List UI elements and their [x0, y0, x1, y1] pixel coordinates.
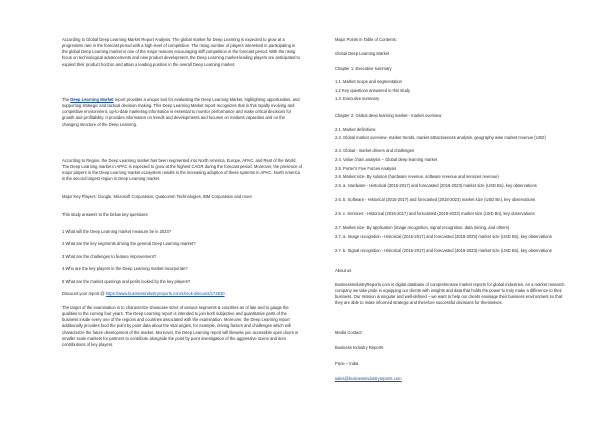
- question-1: 1 What will the Deep Learning market measure be in 2023?: [62, 229, 172, 234]
- email-link[interactable]: sales@businessindustryreports.com: [335, 376, 402, 381]
- region-paragraph: According to Region, the Deep Learning market has been segmented into North America, Europe, APAC, and Rest of the World. The Deep Learning market in APAC is expected to grow at the highest CAGR during the forecast period. Moreover, the presence of major players in the Deep Learning market ecosystem results in the increasing adoption of these systems in APAC. North America is the second largest region in Deep Learning market.: [62, 158, 302, 182]
- discount-link[interactable]: https://www.businessindustryreports.com/check-discount/174830: [105, 291, 225, 296]
- question-4: 4 Who are the key players in the Deep Learning market incorporate?: [62, 266, 188, 271]
- report-text: report provides a unique tool for evaluating the Deep Learning Market, highlighting opportunities, and supporting strategic and tactical decision-making. This Deep Learning Market report recognizes that in this rapidly evolving and competitive environment, up-to-date marketing information is essential to monitor performance and make critical decisions for growth and profitability. It provides information on trends and developments and focuses on markets capacities and on the changing structure of the Deep Learning.: [62, 97, 300, 127]
- chapter-2-item: 2.7. a. Image recognition - Historical (2015-2017) and forecasted (2018-2023) market size (USD Bn), key observations: [335, 234, 552, 239]
- chapter-2-item: 2.7. b. Signal recognition - Historical (2015-2017) and forecasted (2018-2023) market size (USD Bn), key observations: [335, 248, 552, 253]
- toc-title: Global Deep Learning Market: [335, 51, 390, 56]
- discount-line: [62, 291, 302, 297]
- media-contact-label: Media Contact: [335, 330, 362, 335]
- company-name: Business Industry Reports: [335, 345, 384, 350]
- deep-learning-market-link[interactable]: Deep Learning Market: [70, 97, 114, 102]
- discount-suffix: .: [224, 291, 227, 296]
- question-5: 5 What are the market openings and perils looked by the key players?: [62, 279, 191, 284]
- chapter-2-item: 2.7. Market size- By application (image recognition, signal recognition, data mining, and others): [335, 225, 510, 230]
- chapter-2-item: 2.6. c. Services - Historical (2015-2017) and forecasted (2018-2023) market size (USD Bn), key observations: [335, 211, 535, 216]
- toc-heading: Major Points in Table of Contents:: [335, 37, 397, 42]
- question-3: 3 What are the challenges to feature improvement?: [62, 254, 157, 259]
- target-paragraph: The target of the examination is to characterize showcase sizes of various segments & countries as of late and to gauge the qualities to the coming four years. The Deep Learning report is intended to join both subjective and quantitative parts of the business inside every one of the regions and countries associated with the examination. Moreover, the Deep Learning report additionally provides food the point by point data about the vital angles, for example, driving factors and challenges which will characterize the future development of the market. Moreover, the Deep Learning report will likewise join accessible open doors in smaller scale markets for partners to contribute alongside the point by point investigation of the aggressive scene and item contributions of key players.: [62, 305, 299, 347]
- chapter-2-heading: Chapter 2: Global deep learning market - market overview: [335, 113, 442, 118]
- chapter-1-item: 1.3. Executive summary: [335, 96, 380, 101]
- company-city: Pune – India: [335, 361, 359, 366]
- chapter-1-item: 1.1. Market scope and segmentation: [335, 79, 402, 84]
- key-players-paragraph: Major Key Players: Google, Microsoft Corporation, Qualcomm Technologies, IBM Corporation and more.: [62, 194, 253, 199]
- chapter-1-item: 1.2 Key questions answered in this study: [335, 88, 411, 93]
- report-paragraph: [62, 97, 302, 128]
- chapter-2-item: 2.6. b. Software - Historical (2015-2017) and forecasted (2018-2023) market size (USD Bn), key observations: [335, 197, 536, 202]
- chapter-2-item: 2.1. Market definitions: [335, 127, 376, 132]
- chapter-2-item: 2.6. Market size- By solution (hardware revenue, software revenue and services revenue): [335, 174, 499, 179]
- contact-email: [335, 376, 402, 382]
- chapter-2-item: 2.6. a. Hardware - Historical (2015-2017) and forecasted (2018-2023) market size (USD Bn), key observations: [335, 183, 537, 188]
- intro-paragraph: According to Global Deep Learning Market Report Analysis, The global market for Deep Learning is expected to grow at a progressive rate in the forecast period with a high level of competition. The rising number of players interested in participating in the global Deep Learning market is one of the major reasons encouraging stiff competition in the forecast period. With the rising focus on technological advancements and new product development, the Deep Learning market-leading players are anticipated to expand their product horizon and attain a leading position in the overall Deep Learning market.: [62, 37, 301, 67]
- chapter-2-item: 2.2. Global market overview- market trends, market attractiveness analysis, geography wise market revenue (USD): [335, 135, 546, 140]
- chapter-2-item: 2.5. Porter's Five Forces Analysis: [335, 166, 397, 171]
- report-prefix: The: [62, 97, 71, 102]
- chapter-2-item: 2.4. Value chain analysis – Global deep learning market: [335, 157, 438, 162]
- chapter-1-heading: Chapter 1: Executive summary: [335, 66, 392, 71]
- chapter-2-item: 2.3. Global - market drivers and challenges: [335, 148, 414, 153]
- discount-prefix: Discount your report @: [62, 291, 106, 296]
- about-paragraph: BusinessIndustryReports.com is digital database of comprehensive market reports for global industries. As a market research company we take pride in equipping our clients with insights and data that holds the power to truly make a difference to their business. Our mission is singular and well-defined – we want to help our clients envisage their business environment so that they are able to make informed strategic and therefore successful decisions for themselves.: [335, 282, 565, 306]
- about-heading: About us: [335, 268, 352, 273]
- question-2: 2 What are the key segments driving the general Deep Learning market?: [62, 241, 196, 246]
- study-intro: This study answers to the below key questions:: [62, 212, 149, 217]
